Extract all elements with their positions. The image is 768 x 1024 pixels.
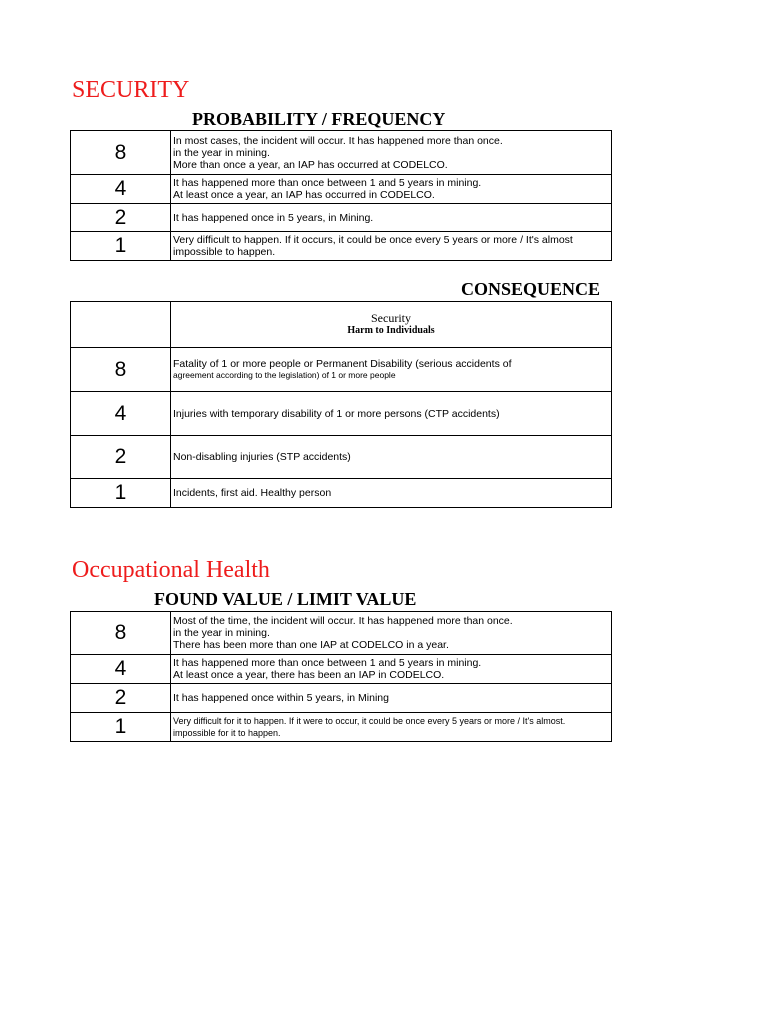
- rating-description: Fatality of 1 or more people or Permanent Disability (serious accidents of agreement according to the legislation) of 1 or more people: [171, 348, 612, 392]
- rating-description: Very difficult to happen. If it occurs, it could be once every 5 years or more / It's almost impossible to happen.: [171, 232, 612, 261]
- probability-table: [70, 130, 612, 261]
- rating-value: 8: [71, 612, 171, 655]
- table-row: [71, 436, 612, 479]
- rating-description: Incidents, first aid. Healthy person: [171, 479, 612, 508]
- found-value-table: [70, 611, 612, 742]
- found-value-title: FOUND VALUE / LIMIT VALUE: [154, 589, 417, 609]
- table-row: [71, 232, 612, 261]
- table-row: [71, 684, 612, 713]
- rating-value: 4: [71, 655, 171, 684]
- rating-description: In most cases, the incident will occur. It has happened more than once. in the year in mining. More than once a year, an IAP has occurred at CODELCO.: [171, 131, 612, 175]
- consequence-header: Security Harm to Individuals: [171, 302, 612, 348]
- security-heading: SECURITY: [72, 77, 190, 103]
- rating-value: 8: [71, 131, 171, 175]
- table-row: [71, 479, 612, 508]
- rating-description: Most of the time, the incident will occur. It has happened more than once. in the year in mining. There has been more than one IAP at CODELCO in a year.: [171, 612, 612, 655]
- table-row: [71, 655, 612, 684]
- rating-value: 2: [71, 204, 171, 232]
- rating-value: 2: [71, 684, 171, 713]
- rating-value: 1: [71, 479, 171, 508]
- table-row: [71, 131, 612, 175]
- table-row: [71, 348, 612, 392]
- rating-description: It has happened once within 5 years, in Mining: [171, 684, 612, 713]
- rating-value: 1: [71, 232, 171, 261]
- header-empty-cell: [71, 302, 171, 348]
- rating-description: Very difficult for it to happen. If it were to occur, it could be once every 5 years or more / It's almost. impossible for it to happen.: [171, 713, 612, 742]
- occupational-health-heading: Occupational Health: [72, 557, 270, 583]
- probability-frequency-title: PROBABILITY / FREQUENCY: [192, 109, 446, 129]
- rating-description: It has happened once in 5 years, in Mining.: [171, 204, 612, 232]
- table-header-row: [71, 302, 612, 348]
- consequence-table: [70, 301, 612, 508]
- table-row: [71, 392, 612, 436]
- table-row: [71, 612, 612, 655]
- rating-value: 8: [71, 348, 171, 392]
- rating-description: Injuries with temporary disability of 1 or more persons (CTP accidents): [171, 392, 612, 436]
- rating-value: 4: [71, 175, 171, 204]
- rating-value: 1: [71, 713, 171, 742]
- table-row: [71, 175, 612, 204]
- rating-description: It has happened more than once between 1 and 5 years in mining. At least once a year, an IAP has occurred in CODELCO.: [171, 175, 612, 204]
- table-row: [71, 204, 612, 232]
- table-row: [71, 713, 612, 742]
- rating-description: Non-disabling injuries (STP accidents): [171, 436, 612, 479]
- rating-value: 2: [71, 436, 171, 479]
- consequence-title: CONSEQUENCE: [461, 279, 601, 299]
- rating-description: It has happened more than once between 1 and 5 years in mining. At least once a year, there has been an IAP in CODELCO.: [171, 655, 612, 684]
- rating-value: 4: [71, 392, 171, 436]
